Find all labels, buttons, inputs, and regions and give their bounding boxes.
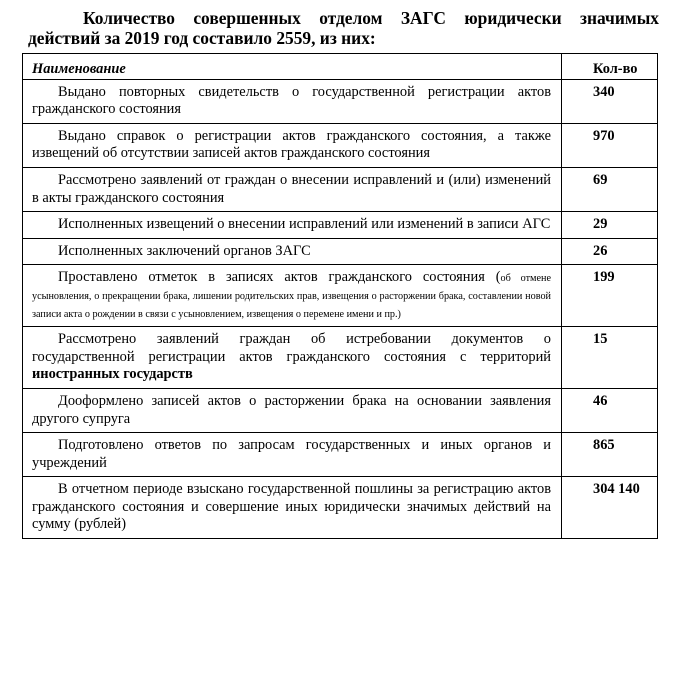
row-name-cell xyxy=(23,79,562,123)
row-name: Рассмотрено заявлений от граждан о внесении исправлений и (или) изменений в акты гражданского состояния xyxy=(32,171,551,206)
header-qty: Кол-во xyxy=(562,54,658,80)
row-name-cell xyxy=(23,388,562,432)
row-qty: 46 xyxy=(562,388,658,432)
report-table xyxy=(22,53,658,539)
row-qty: 340 xyxy=(562,79,658,123)
table-row xyxy=(23,433,658,477)
row-qty: 865 xyxy=(562,433,658,477)
row-qty: 199 xyxy=(562,265,658,327)
table-row xyxy=(23,388,658,432)
row-name: Подготовлено ответов по запросам государственных и иных органов и учреждений xyxy=(32,437,551,471)
row-name-note: об отмене усыновления, о прекращении брака, лишении родительских прав, извещения о расторжении брака, составлении новой записи акта о рождении в связи с усыновлением, извещения о перемене имени и пр.) xyxy=(32,273,551,320)
row-name-cell xyxy=(23,167,562,211)
row-qty: 69 xyxy=(562,167,658,211)
row-name-cell xyxy=(23,327,562,389)
row-name: В отчетном периоде взыскано государственной пошлины за регистрацию актов гражданского состояния и совершение иных юридически значимых действий на сумму (рублей) xyxy=(32,481,551,533)
row-name-cell xyxy=(23,123,562,167)
table-row xyxy=(23,238,658,265)
row-name: Дооформлено записей актов о расторжении брака на основании заявления другого супруга xyxy=(32,392,551,427)
header-name: Наименование xyxy=(23,54,562,80)
row-name xyxy=(32,331,551,384)
table-row xyxy=(23,477,658,539)
row-name-cell xyxy=(23,265,562,327)
row-name-emphasis: иностранных государств xyxy=(32,366,193,383)
table-row xyxy=(23,265,658,327)
row-qty: 970 xyxy=(562,123,658,167)
row-name-main: Рассмотрено заявлений граждан об истребовании документов о государственной регистрации актов гражданского состояния с территорий xyxy=(32,331,551,365)
row-qty: 29 xyxy=(562,212,658,239)
row-name-main: Проставлено отметок в записях актов гражданского состояния ( xyxy=(58,269,501,286)
row-name: Исполненных извещений о внесении исправлений или изменений в записи АГС xyxy=(58,216,551,233)
row-name: Выдано повторных свидетельств о государственной регистрации актов гражданского состояния xyxy=(32,83,551,118)
table-row xyxy=(23,167,658,211)
row-name-cell xyxy=(23,433,562,477)
row-name-cell xyxy=(23,477,562,539)
row-name-cell xyxy=(23,212,562,239)
row-name: Исполненных заключений органов ЗАГС xyxy=(58,242,311,259)
row-name xyxy=(32,269,551,322)
table-row xyxy=(23,212,658,239)
row-name-cell xyxy=(23,238,562,265)
row-qty: 26 xyxy=(562,238,658,265)
row-name: Выдано справок о регистрации актов гражданского состояния, а также извещений об отсутствии записей актов гражданского состояния xyxy=(32,127,551,162)
table-header-row xyxy=(23,54,658,80)
row-qty: 15 xyxy=(562,327,658,389)
table-row xyxy=(23,327,658,389)
table-row xyxy=(23,79,658,123)
row-qty: 304 140 xyxy=(562,477,658,539)
table-row xyxy=(23,123,658,167)
document-heading: Количество совершенных отделом ЗАГС юридически значимых действий за 2019 год составило 2559, из них: xyxy=(28,8,659,48)
